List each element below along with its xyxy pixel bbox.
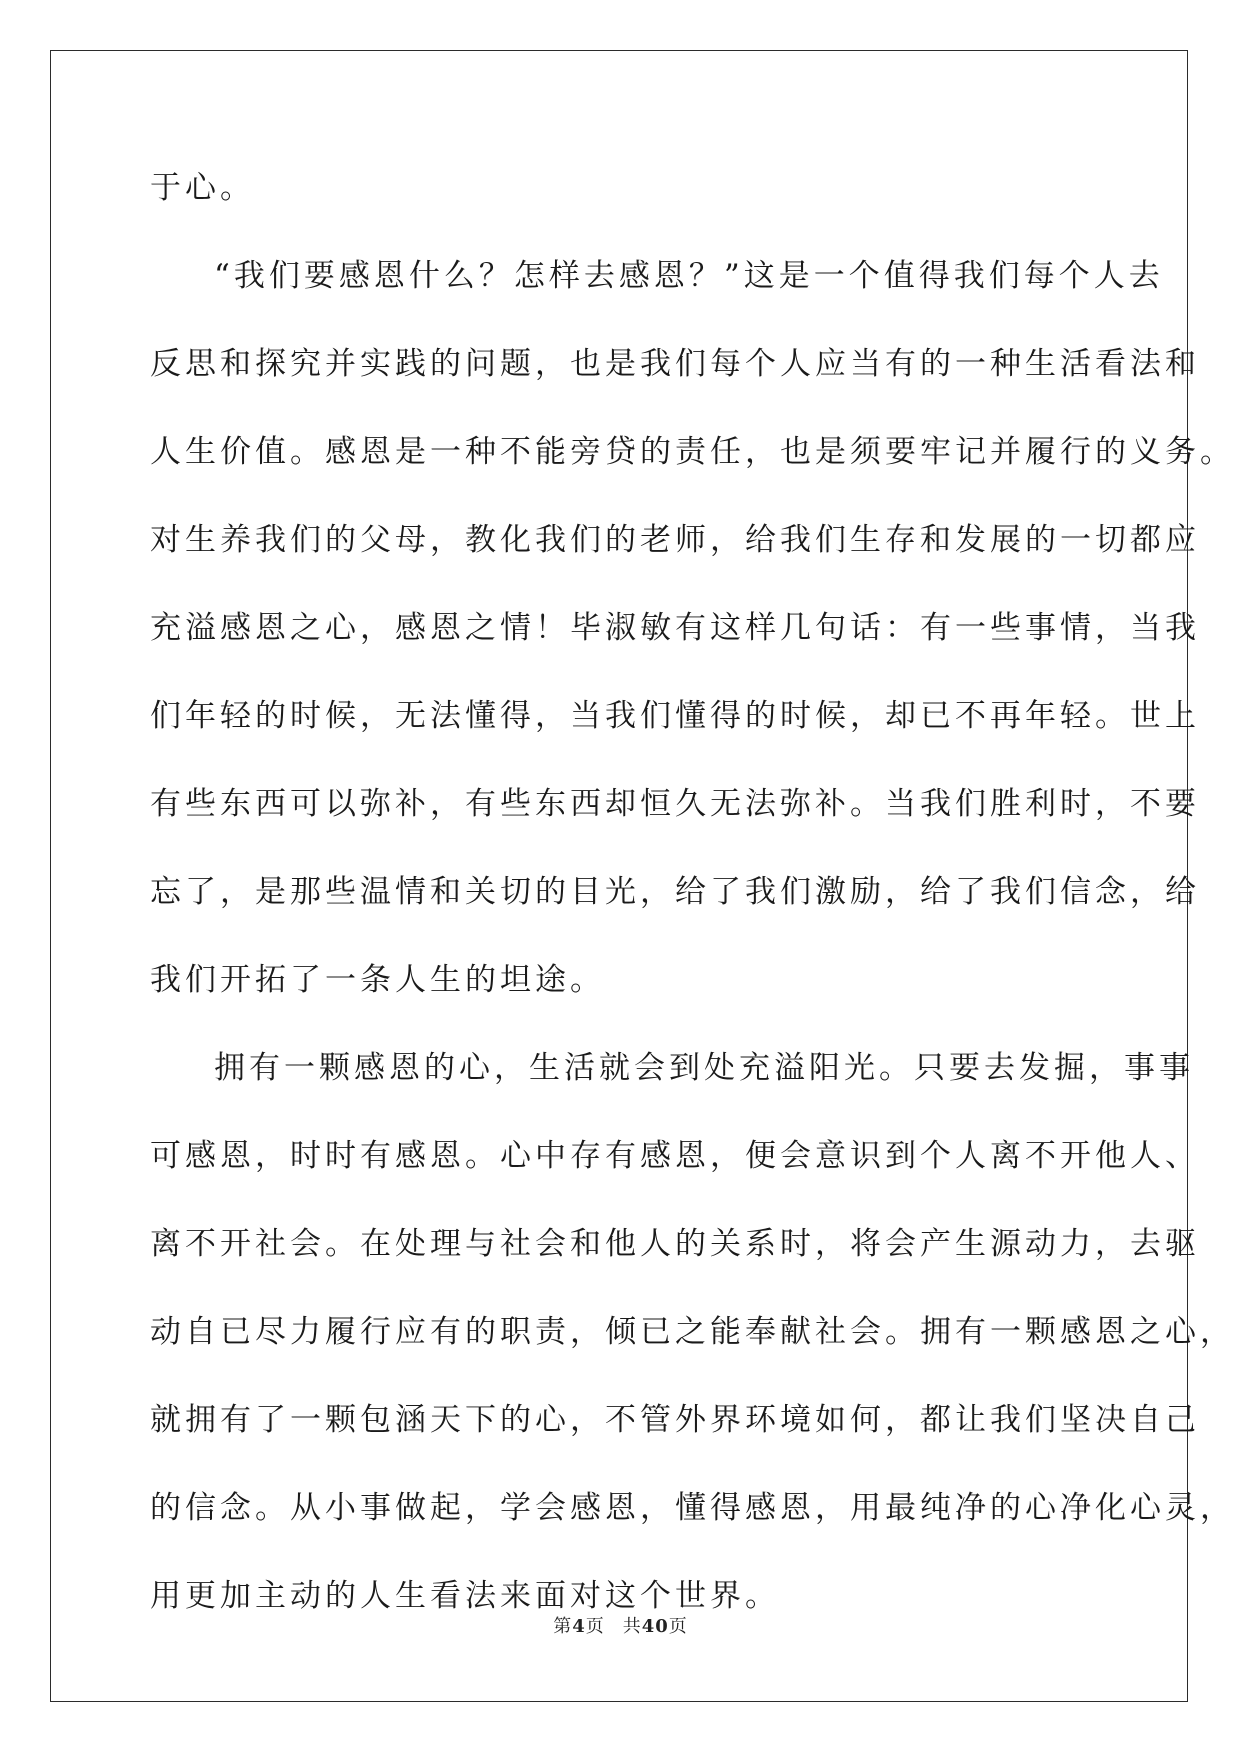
text-line: 离不开社会。在处理与社会和他人的关系时，将会产生源动力，去驱 (150, 1226, 1200, 1262)
page-suffix: 页 (585, 1616, 605, 1637)
text-line: 们年轻的时候，无法懂得，当我们懂得的时候，却已不再年轻。世上 (150, 698, 1200, 734)
text-line: 动自已尽力履行应有的职责，倾已之能奉献社会。拥有一颗感恩之心， (150, 1314, 1235, 1350)
total-suffix: 页 (668, 1616, 688, 1637)
page-footer (0, 1612, 1241, 1638)
text-line: 有些东西可以弥补，有些东西却恒久无法弥补。当我们胜利时，不要 (150, 786, 1200, 822)
text-line: 反思和探究并实践的问题，也是我们每个人应当有的一种生活看法和 (150, 346, 1200, 382)
text-line: “我们要感恩什么？怎样去感恩？”这是一个值得我们每个人去 (214, 258, 1164, 294)
total-prefix: 共 (622, 1616, 642, 1637)
text-line: 可感恩，时时有感恩。心中存有感恩，便会意识到个人离不开他人、 (150, 1138, 1200, 1174)
text-line: 对生养我们的父母，教化我们的老师，给我们生存和发展的一切都应 (150, 522, 1200, 558)
text-line: 就拥有了一颗包涵天下的心，不管外界环境如何，都让我们坚决自己 (150, 1402, 1200, 1438)
text-line: 于心。 (150, 170, 255, 206)
text-line: 人生价值。感恩是一种不能旁贷的责任，也是须要牢记并履行的义务。 (150, 434, 1235, 470)
document-body (150, 160, 1235, 1656)
text-line: 用更加主动的人生看法来面对这个世界。 (150, 1578, 780, 1614)
total-pages: 40 (641, 1616, 669, 1637)
text-line: 我们开拓了一条人生的坦途。 (150, 962, 605, 998)
text-line: 忘了，是那些温情和关切的目光，给了我们激励，给了我们信念，给 (150, 874, 1200, 910)
text-line: 的信念。从小事做起，学会感恩，懂得感恩，用最纯净的心净化心灵， (150, 1490, 1235, 1526)
page-number: 4 (572, 1616, 586, 1637)
page-prefix: 第 (553, 1616, 573, 1637)
text-line: 拥有一颗感恩的心，生活就会到处充溢阳光。只要去发掘，事事 (214, 1050, 1194, 1086)
text-line: 充溢感恩之心，感恩之情！毕淑敏有这样几句话：有一些事情，当我 (150, 610, 1200, 646)
